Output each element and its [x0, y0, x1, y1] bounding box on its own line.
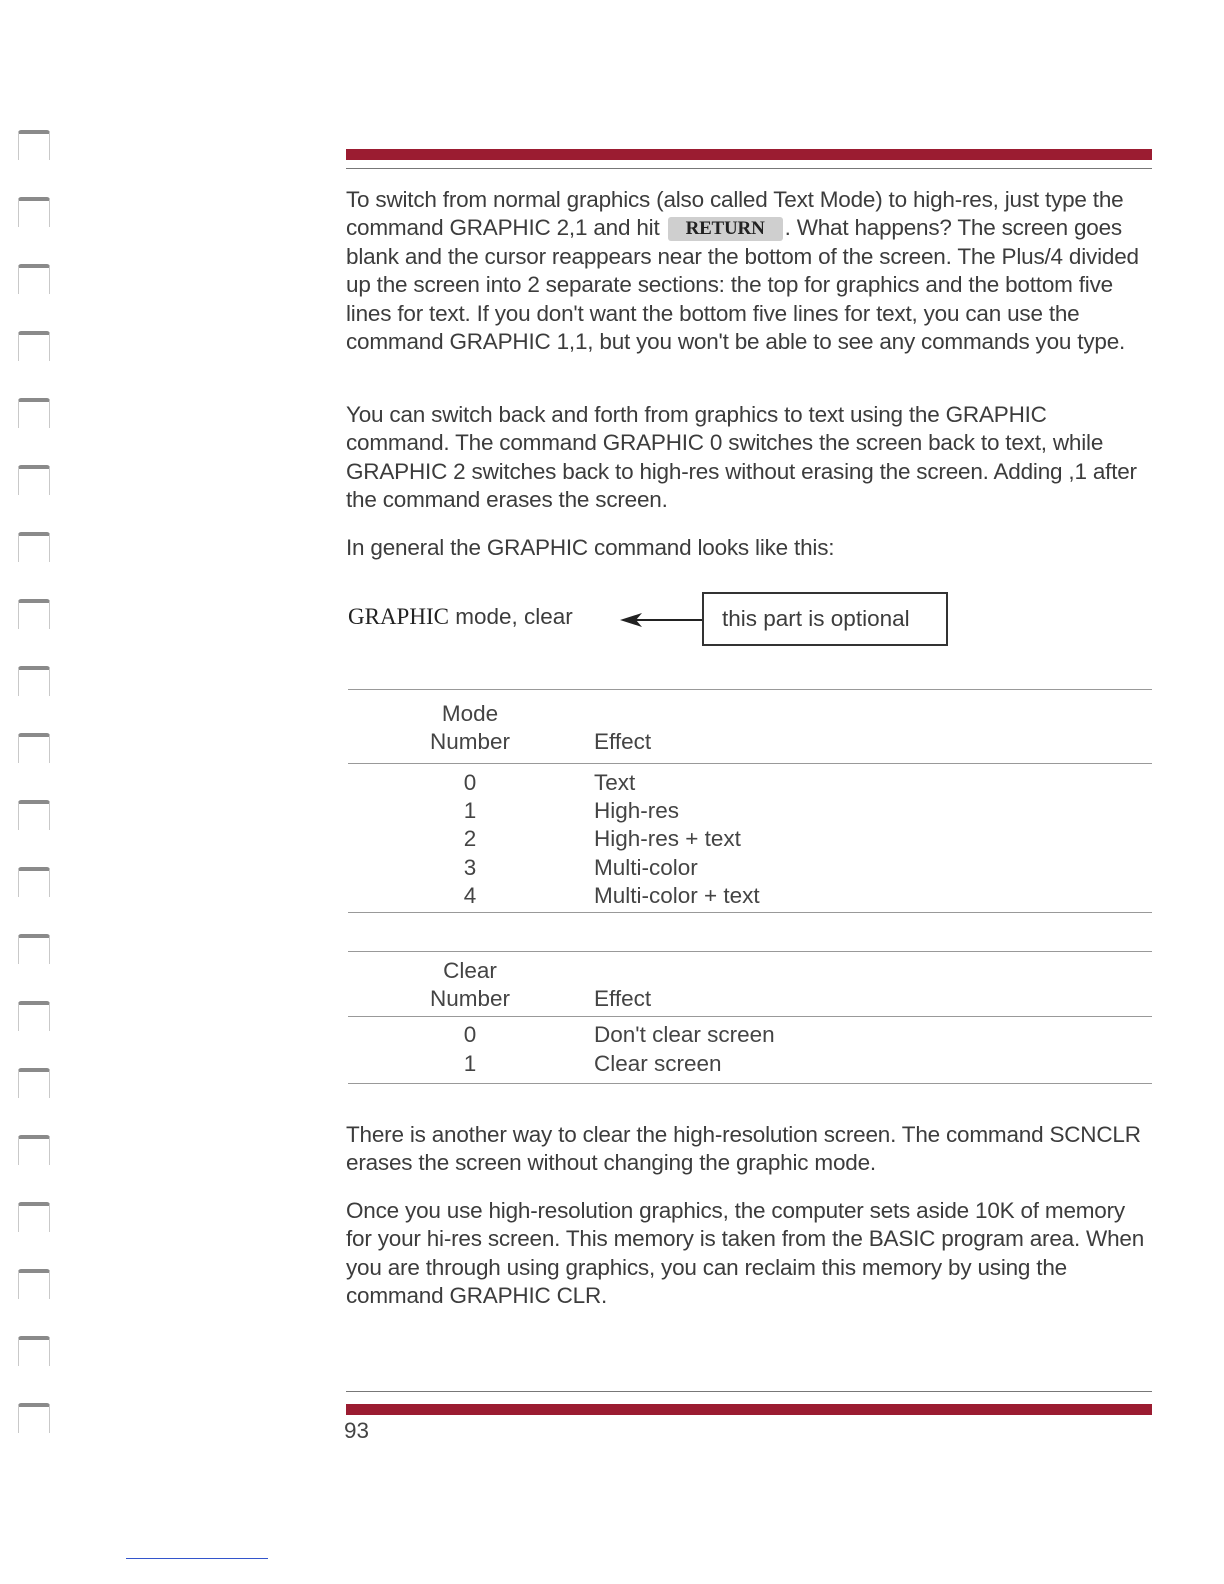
mode-row-effect: Text [594, 770, 636, 795]
clear-header-effect: Effect [594, 986, 652, 1011]
mode-header-num-1: Mode [441, 701, 499, 726]
mode-row-effect: High-res + text [594, 826, 741, 851]
scan-edge-line [126, 1558, 268, 1559]
clear-row-effect: Don't clear screen [594, 1022, 775, 1047]
mode-row-num: 4 [463, 883, 477, 908]
paragraph-scnclr: There is another way to clear the high-resolution screen. The command SCNCLR erases the screen without changing the graphic mode. [346, 1122, 1141, 1176]
clear-header-num-1: Clear [443, 958, 497, 983]
syntax-line [348, 604, 573, 630]
mode-table-header-rule [348, 763, 1152, 764]
footer-red-rule [346, 1404, 1152, 1415]
clear-table-top-rule [348, 951, 1152, 952]
clear-table-bottom-rule [348, 1083, 1152, 1084]
mode-row-num: 1 [463, 798, 477, 823]
clear-table-header-rule [348, 1016, 1152, 1017]
binder-rings [18, 130, 54, 1470]
optional-note-box: this part is optional [702, 592, 948, 646]
paragraph-switch-modes [346, 186, 1156, 356]
mode-row-effect: High-res [594, 798, 680, 823]
clear-row-num: 0 [463, 1022, 477, 1047]
header-red-rule [346, 149, 1152, 160]
p1-text-after: . What happens? The screen goes blank and the cursor reappears near the bottom of the screen. The Plus/4 divided up the screen into 2 separate sections: the top for graphics and the bottom five lines for text. If you don't want the bottom five lines for text, you can use the command GRAPHIC 1,1, but you won't be able to see any commands you type. [346, 215, 1139, 355]
footer-thin-rule [346, 1391, 1152, 1392]
mode-row-num: 3 [463, 855, 477, 880]
mode-row-num: 2 [463, 826, 477, 851]
arrow-left-icon [620, 612, 704, 628]
paragraph-general-form: In general the GRAPHIC command looks like this: [346, 535, 835, 560]
mode-row-effect: Multi-color + text [594, 883, 760, 908]
clear-row-effect: Clear screen [594, 1051, 722, 1076]
clear-header-num-2: Number [429, 986, 511, 1011]
page-number: 93 [344, 1418, 370, 1443]
mode-table-top-rule [348, 689, 1152, 690]
mode-row-num: 0 [463, 770, 477, 795]
mode-header-num-2: Number [429, 729, 511, 754]
mode-header-effect: Effect [594, 729, 652, 754]
header-thin-rule [346, 168, 1152, 169]
p1-text-before: To switch from normal graphics (also called Text Mode) to high-res, just type the command GRAPHIC 2,1 and hit [346, 187, 1124, 241]
mode-row-effect: Multi-color [594, 855, 698, 880]
return-key-icon: RETURN [668, 217, 783, 241]
clear-row-num: 1 [463, 1051, 477, 1076]
paragraph-memory: Once you use high-resolution graphics, the computer sets aside 10K of memory for your hi-res screen. This memory is taken from the BASIC program area. When you are through using graphics, you can reclaim this memory by using the command GRAPHIC CLR. [346, 1198, 1145, 1309]
syntax-keyword: GRAPHIC [348, 604, 449, 629]
syntax-args: mode, clear [455, 604, 573, 629]
paragraph-switch-back: You can switch back and forth from graphics to text using the GRAPHIC command. The command GRAPHIC 0 switches the screen back to text, while GRAPHIC 2 switches back to high-res without erasing the screen. Adding ,1 after the command erases the screen. [346, 402, 1137, 513]
mode-table-bottom-rule [348, 912, 1152, 913]
